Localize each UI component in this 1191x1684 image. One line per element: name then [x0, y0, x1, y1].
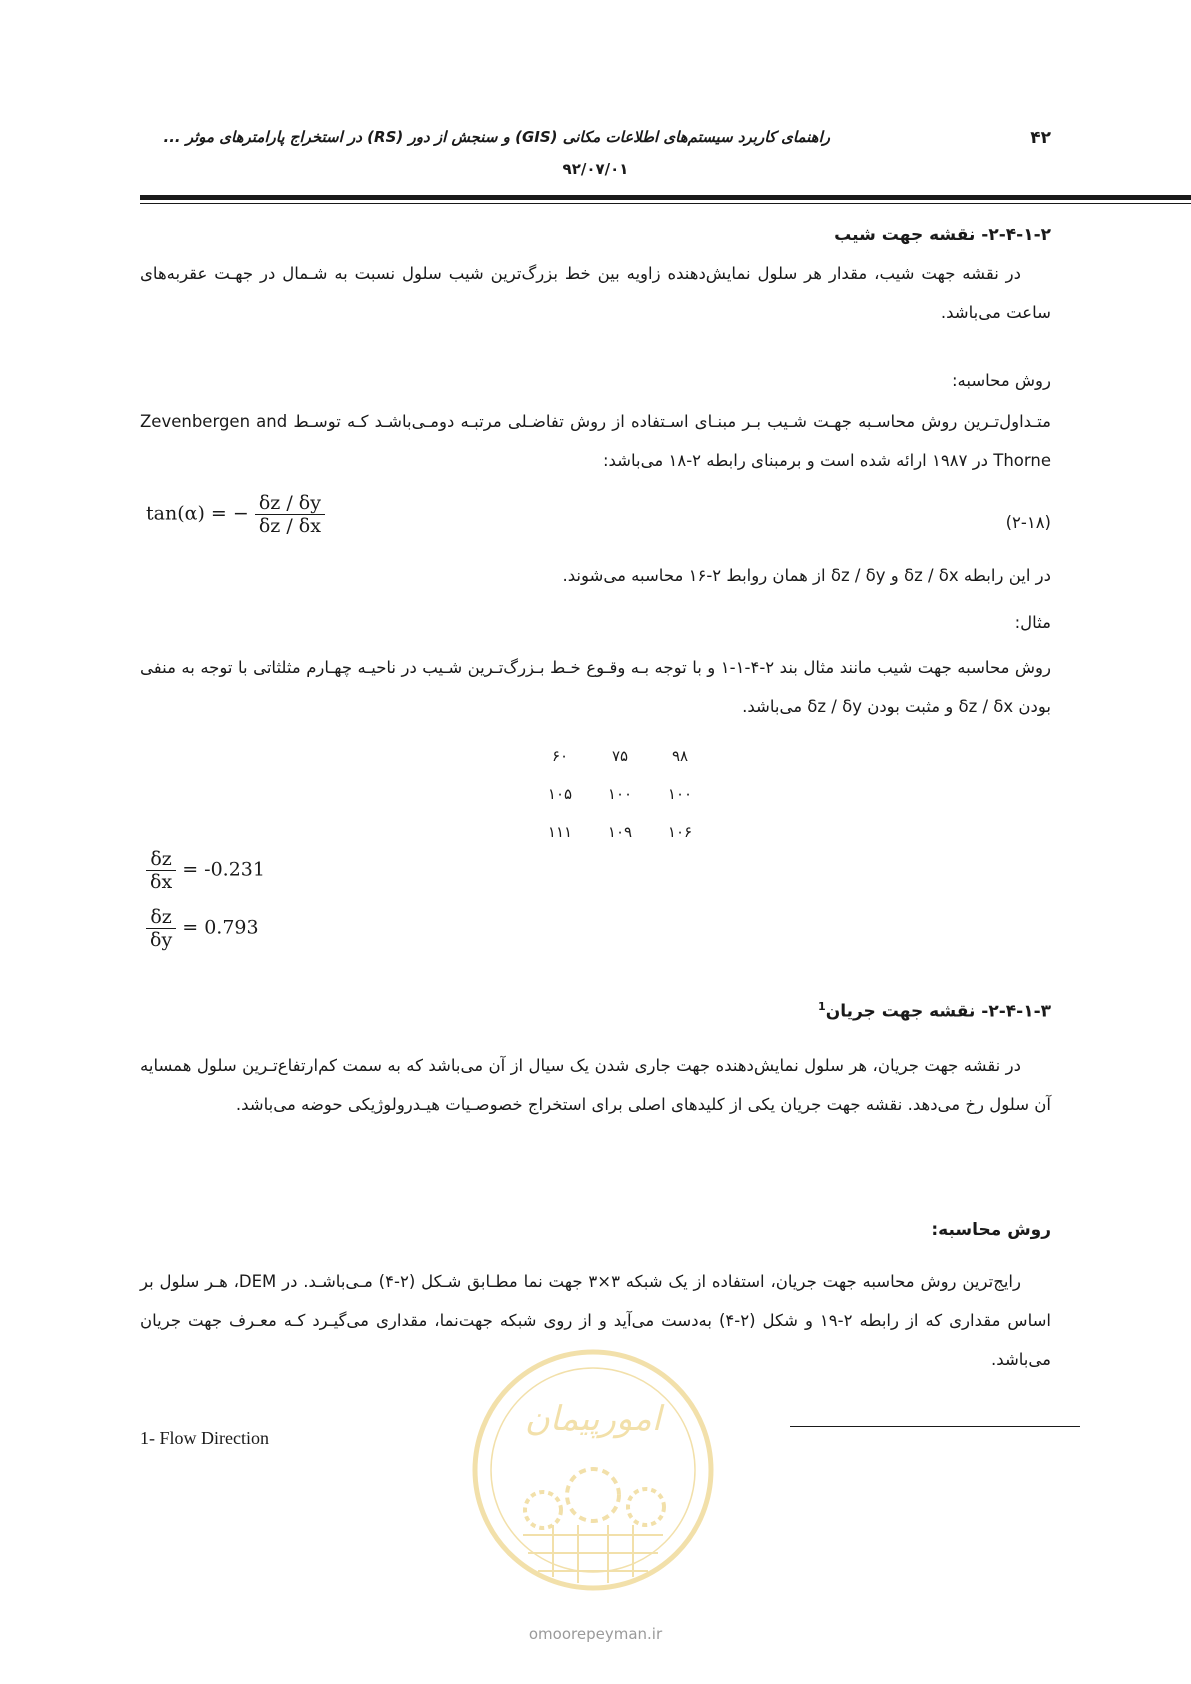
- footnote-mark: 1: [818, 1000, 826, 1013]
- result-value: = -0.231: [182, 858, 265, 881]
- paragraph: در این رابطه δz / δx و δz / δy از همان روابط ۲-۱۶ محاسبه می‌شوند.: [562, 566, 1051, 585]
- equation-aspect: [146, 492, 325, 537]
- header-date: ۹۲/۰۷/۰۱: [562, 160, 629, 178]
- section-heading-slope-aspect: ۲-۴-۱-۲- نقشه جهت شیب: [834, 225, 1051, 245]
- result-value: = 0.793: [182, 916, 259, 939]
- calc-method-label: روش محاسبه:: [951, 371, 1051, 390]
- matrix-cell: ۱۰۰: [607, 785, 633, 803]
- result-denominator: δx: [150, 871, 173, 893]
- equation-fraction: [255, 492, 325, 537]
- matrix-row: [530, 775, 710, 813]
- svg-text:امورپیمان: امورپیمان: [524, 1399, 662, 1439]
- watermark-site: omoorepeyman.ir: [528, 1625, 663, 1643]
- calc-method-heading: روش محاسبه:: [931, 1220, 1051, 1240]
- result-dz-dx: [146, 848, 265, 893]
- matrix-cell: ۱۰۹: [607, 823, 633, 841]
- matrix-cell: ۱۰۵: [547, 785, 573, 803]
- equation-denominator: δz / δx: [258, 515, 321, 537]
- matrix-cell: ۶۰: [551, 747, 569, 765]
- page-number: ۴۲: [1030, 128, 1051, 148]
- matrix-row: [530, 813, 710, 851]
- header-rule-thin: [140, 203, 1191, 204]
- watermark-logo: [468, 1345, 718, 1655]
- matrix-row: [530, 737, 710, 775]
- example-label: مثال:: [1014, 613, 1051, 632]
- matrix-cell: ۱۰۰: [667, 785, 693, 803]
- result-fraction: [146, 848, 176, 893]
- result-numerator: δz: [146, 906, 176, 929]
- paragraph: روش محاسبه جهت شیب مانند مثال بند ۲-۴-۱-۱ و با توجه بـه وقـوع خـط بـزرگ‌تـرین شـیب در ناحیـه چهـارم مثلثاتی با توجه به منفی بودن δz / δx و مثبت بودن δz / δy می‌باشد.: [140, 658, 1051, 716]
- paragraph: رایج‌ترین روش محاسبه جهت جریان، استفاده از یک شبکه ۳×۳ جهت نما مطـابق شـکل (۲-۴) مـی‌باشـد. در DEM، هـر سلول بر اساس مقداری که از رابطه ۲-۱۹ و شکل (۲-۴) به‌دست می‌آید و از روی شبکه جهت‌نما، مقداری می‌گیـرد کـه معـرف جهت جریان می‌باشد.: [140, 1272, 1052, 1369]
- elevation-matrix: [530, 737, 710, 851]
- header-rule: [140, 195, 1191, 200]
- equation-lhs: tan(α) = −: [146, 502, 249, 525]
- running-header-title: راهنمای کاربرد سیستم‌های اطلاعات مکانی (GIS) و سنجش از دور (RS) در استخراج پارامترهای موثر ...: [163, 128, 830, 146]
- matrix-cell: ۹۸: [671, 747, 689, 765]
- result-denominator: δy: [150, 929, 173, 951]
- footnote-rule: [790, 1426, 1080, 1427]
- section-heading-flow-direction: [818, 1000, 1051, 1022]
- matrix-cell: ۱۰۶: [667, 823, 693, 841]
- matrix-cell: ۱۱۱: [547, 823, 573, 841]
- paragraph: در نقشه جهت شیب، مقدار هر سلول نمایش‌دهنده زاویه بین خط بزرگ‌ترین شیب سلول نسبت به شـمال در جهـت عقربه‌های ساعت می‌باشد.: [140, 264, 1051, 322]
- equation-number: (۲-۱۸): [1005, 513, 1051, 532]
- equation-numerator: δz / δy: [255, 492, 325, 515]
- result-dz-dy: [146, 906, 259, 951]
- matrix-cell: ۷۵: [611, 747, 629, 765]
- paragraph: در نقشه جهت جریان، هر سلول نمایش‌دهنده جهت جاری شدن یک سیال از آن می‌باشد که به سمت کم‌ارتفاع‌تـرین سلول همسایه آن سلول رخ می‌دهد. نقشه جهت جریان یکی از کلیدهای اصلی برای استخراج خصوصـیات هیـدرولوژیکی حوضه می‌باشد.: [140, 1056, 1051, 1114]
- paragraph: متـداول‌تـرین روش محاسـبه جهـت شـیب بـر مبنـای اسـتفاده از روش تفاضـلی مرتبـه دومـی‌باشـد کـه توسـط Zevenbergen and Thorne در ۱۹۸۷ ارائه شده است و برمبنای رابطه ۲-۱۸ می‌باشد:: [140, 412, 1051, 470]
- footnote: 1- Flow Direction: [140, 1428, 269, 1448]
- result-numerator: δz: [146, 848, 176, 871]
- heading-text: ۲-۴-۱-۳- نقشه جهت جریان: [825, 1001, 1051, 1022]
- result-fraction: [146, 906, 176, 951]
